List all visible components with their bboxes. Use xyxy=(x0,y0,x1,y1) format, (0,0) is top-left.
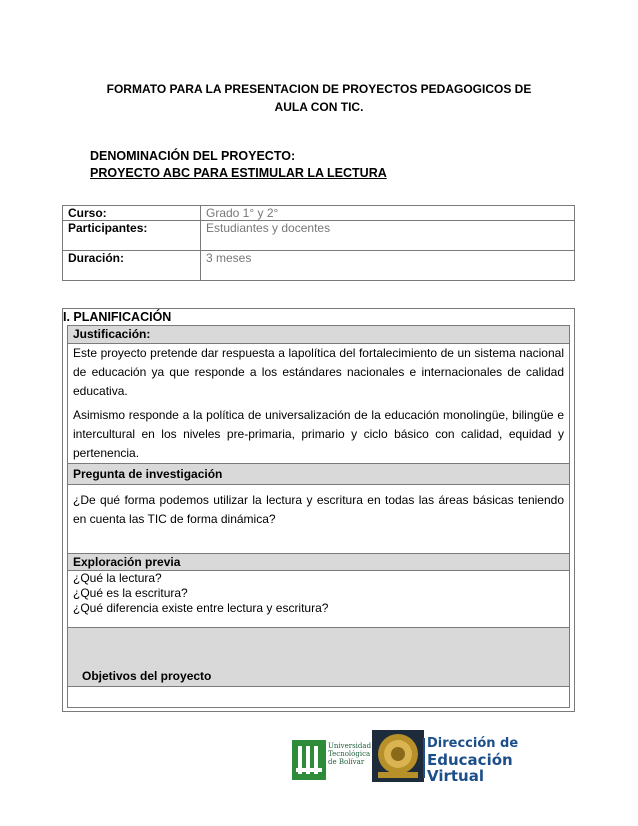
justificacion-paragraph-2: Asimismo responde a la política de universalización de la educación monolingüe, bilingüe e intercultural en los niveles pre-primaria, primario y ciclo básico con calidad, equidad y pertenencia. xyxy=(73,408,564,460)
utb-line-2: Tecnológica xyxy=(328,750,371,758)
pregunta-body-row xyxy=(68,485,570,554)
justificacion-body-row xyxy=(68,344,570,464)
divider-icon xyxy=(423,738,426,778)
objetivos-body xyxy=(68,687,570,708)
curso-label: Curso: xyxy=(63,206,201,221)
exploracion-body-row xyxy=(68,571,570,628)
brand-line-2: Educación Virtual xyxy=(427,751,513,785)
project-name: PROYECTO ABC PARA ESTIMULAR LA LECTURA xyxy=(90,166,387,180)
pregunta-text: ¿De qué forma podemos utilizar la lectura y escritura en todas las áreas básicas teniendo en cuenta las TIC de forma dinámica? xyxy=(68,485,570,554)
participantes-label: Participantes: xyxy=(63,221,201,251)
planificacion-table xyxy=(67,325,570,708)
exploracion-item: ¿Qué diferencia existe entre lectura y escritura? xyxy=(73,601,329,615)
planificacion-section xyxy=(62,308,575,712)
objetivos-body-row xyxy=(68,687,570,708)
duracion-value: 3 meses xyxy=(201,251,575,281)
pregunta-header-row xyxy=(68,464,570,485)
exploracion-label: Exploración previa xyxy=(68,554,570,571)
exploracion-item: ¿Qué es la escritura? xyxy=(73,586,188,600)
denomination-label: DENOMINACIÓN DEL PROYECTO: xyxy=(90,149,296,163)
direccion-educacion-virtual-logo xyxy=(427,736,552,784)
project-denomination xyxy=(90,148,387,182)
utb-wordmark xyxy=(328,742,371,766)
planificacion-title: I. PLANIFICACIÓN xyxy=(63,310,172,324)
info-row-curso xyxy=(63,206,575,221)
info-row-duracion xyxy=(63,251,575,281)
utb-logo-icon xyxy=(292,740,326,780)
pregunta-label: Pregunta de investigación xyxy=(68,464,570,485)
justificacion-body xyxy=(68,344,570,464)
university-seal-icon xyxy=(372,730,424,782)
exploracion-list xyxy=(68,571,570,628)
justificacion-header-row xyxy=(68,326,570,344)
curso-value: Grado 1° y 2° xyxy=(201,206,575,221)
document-title xyxy=(64,80,574,116)
project-info-table xyxy=(62,205,575,281)
footer-logos xyxy=(292,728,552,784)
exploracion-header-row xyxy=(68,554,570,571)
utb-line-1: Universidad xyxy=(328,742,372,750)
justificacion-label: Justificación: xyxy=(68,326,570,344)
title-line-1: FORMATO PARA LA PRESENTACION DE PROYECTOS PEDAGOGICOS DE xyxy=(106,82,532,96)
objetivos-header-row xyxy=(68,628,570,687)
brand-line-1: Dirección de xyxy=(427,736,519,751)
utb-line-3: de Bolívar xyxy=(328,758,365,766)
info-row-participantes xyxy=(63,221,575,251)
exploracion-item: ¿Qué la lectura? xyxy=(73,571,162,585)
participantes-value: Estudiantes y docentes xyxy=(201,221,575,251)
justificacion-paragraph-1: Este proyecto pretende dar respuesta a lapolítica del fortalecimiento de un sistema nacional de educación ya que responde a los estándares nacionales e internacionales de calidad educativa. xyxy=(73,346,564,398)
duracion-label: Duración: xyxy=(63,251,201,281)
objetivos-label: Objetivos del proyecto xyxy=(68,628,570,687)
title-line-2: AULA CON TIC. xyxy=(274,100,364,114)
